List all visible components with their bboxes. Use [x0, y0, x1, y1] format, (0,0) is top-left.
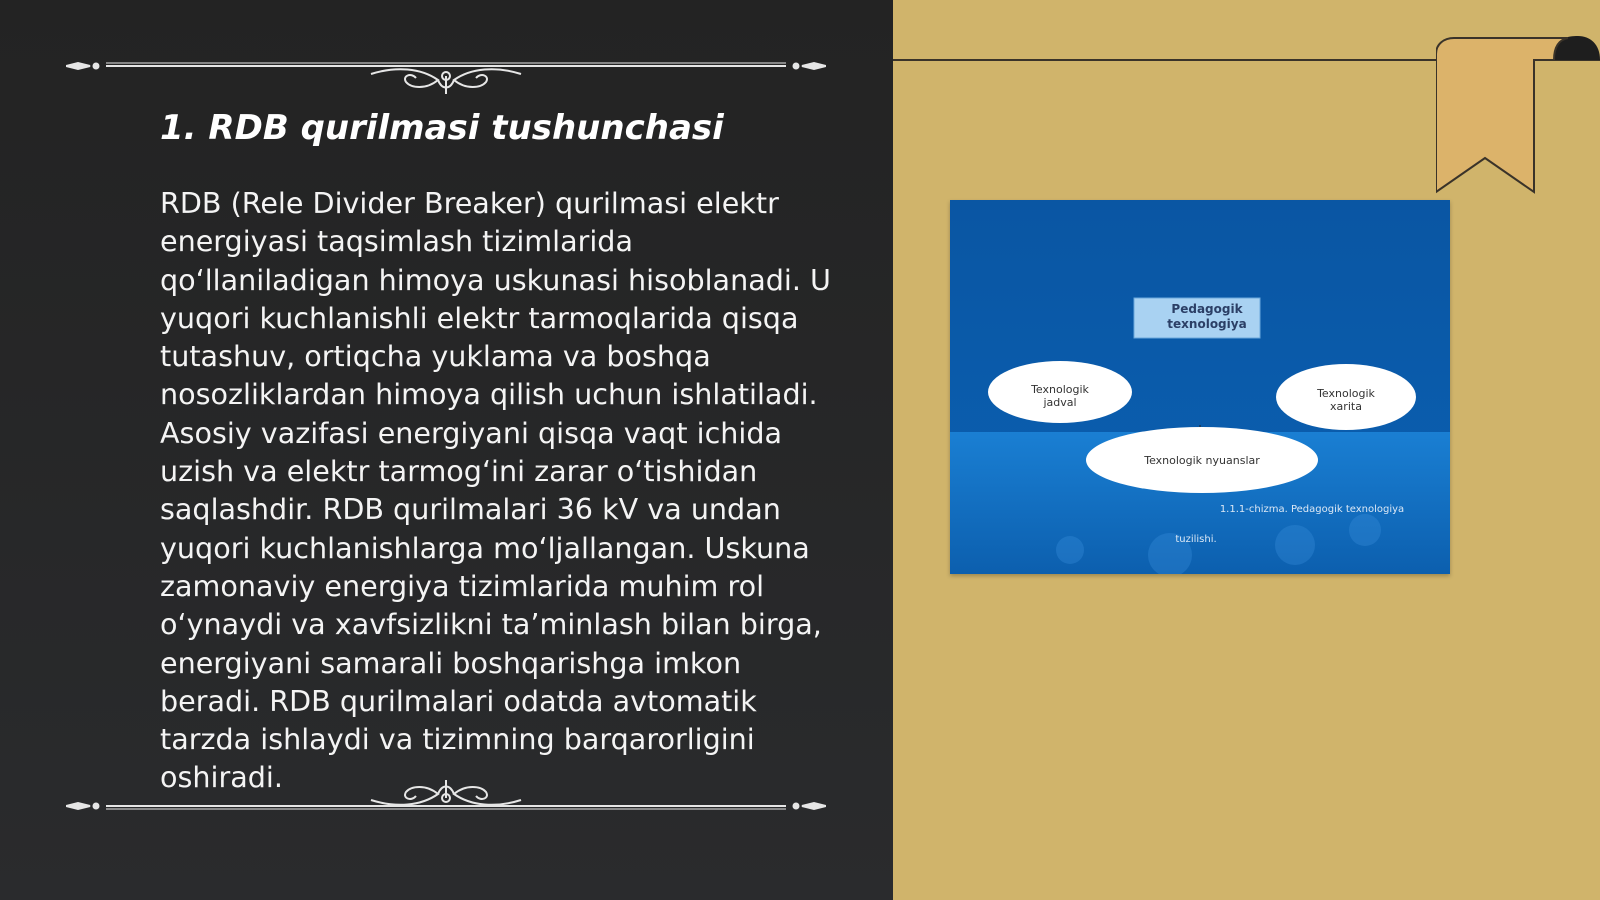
diagram-box-label: texnologiya — [1167, 317, 1247, 331]
bookmark-ribbon-icon — [1436, 30, 1600, 200]
diagram-ellipse-left-label: jadval — [1043, 396, 1077, 409]
diagram-caption: tuzilishi. — [1175, 534, 1217, 545]
pedagogik-texnologiya-diagram — [950, 200, 1450, 574]
flourish-divider-icon — [66, 778, 826, 828]
diagram-box-label: Pedagogik — [1171, 302, 1243, 316]
diagram-ellipse-bottom-label: Texnologik nyuanslar — [1144, 454, 1260, 467]
diagram-ellipse-left-label: Texnologik — [1031, 383, 1089, 396]
flourish-divider-icon — [66, 46, 826, 96]
diagram-caption: 1.1.1-chizma. Pedagogik texnologiya — [1219, 504, 1405, 515]
diagram-ellipse-right-label: xarita — [1330, 400, 1362, 413]
slide-body-text: RDB (Rele Divider Breaker) qurilmasi elektr energiyasi taqsimlash tizimlarida qo‘llaniladigan himoya uskunasi hisoblanadi. U yuqori kuchlanishli elektr tarmoqlarida qisqa tutashuv, ortiqcha yuklama va boshqa nosozliklardan himoya qilish uchun ishlatiladi. Asosiy vazifasi energiyani qisqa vaqt ichida uzish va elektr tarmog‘ini zarar o‘tishidan saqlashdir. RDB qurilmalari 36 kV va undan yuqori kuchlanishlarga mo‘ljallangan. Uskuna zamonaviy energiya tizimlarida muhim rol o‘ynaydi va xavfsizlikni ta’minlash bilan birga, energiyani samarali boshqarishga imkon beradi. RDB qurilmalari odatda avtomatik tarzda ishlaydi va tizimning barqarorligini oshiradi. — [160, 186, 831, 795]
slide-title: 1. RDB qurilmasi tushunchasi — [160, 108, 724, 148]
diagram-ellipse-right-label: Texnologik — [1317, 387, 1375, 400]
image-panel — [893, 0, 1600, 900]
